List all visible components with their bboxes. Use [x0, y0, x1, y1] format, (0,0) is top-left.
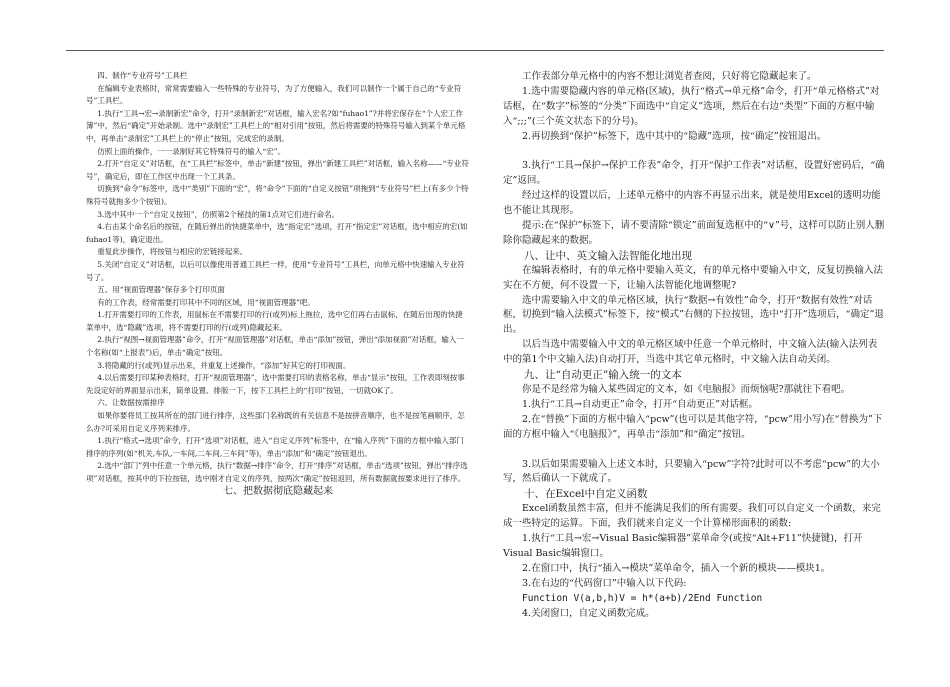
paragraph: 3.执行“工具→保护→保护工作表”命令，打开“保护工作表”对话框，设置好密码后，“确定”返回。 — [503, 160, 885, 187]
section-heading: 七、把数据彻底隐藏起来 — [223, 485, 333, 497]
right-column — [503, 70, 885, 622]
paragraph: 5.关闭“自定义”对话框，以后可以像使用普通工具栏一样，使用“专业符号”工具栏，向单元格中快速输入专业符号了。 — [86, 259, 465, 282]
paragraph: 4.以后需要打印某种表格时，打开“视面管理器”，选中需要打印的表格名称，单击“显示”按钮，工作表即刻按事先设定好的界面显示出来，简单设置、排版一下，按下工具栏上的“打印”按钮，一切就OK了。 — [86, 373, 465, 395]
paragraph: Excel函数虽然丰富，但并不能满足我们的所有需要。我们可以自定义一个函数，来完成一些特定的运算。下面，我们就来自定义一个计算梯形面积的函数: — [503, 503, 881, 530]
paragraph: 以后当选中需要输入中文的单元格区域中任意一个单元格时，中文输入法(输入法列表中的第1个中文输入法)自动打开，当选中其它单元格时，中文输入法自动关闭。 — [503, 339, 878, 366]
section-heading: 九、让“自动更正”输入统一的文本 — [524, 369, 682, 382]
paragraph: 1.执行“工具→宏→Visual Basic编辑器”菜单命令(或按“Alt+F11”快捷键)，打开Visual Basic编辑窗口。 — [503, 533, 863, 559]
section-heading: 四、制作“专业符号”工具栏 — [97, 71, 188, 80]
paragraph: 工作表部分单元格中的内容不想让浏览者查阅，只好将它隐藏起来了。 — [522, 71, 817, 82]
paragraph: 3.将隐藏的行(或列)显示出来，并重复上述操作，“添加”好其它的打印视面。 — [97, 360, 351, 370]
left-column — [86, 70, 470, 498]
paragraph: 切换到“命令”标签中，选中“类别”下面的“宏”，将“命令”下面的“自定义按钮”项拖到“专业符号”栏上(有多少个特殊符号就拖多少个按钮)。 — [86, 184, 469, 206]
paragraph: 在编辑专业表格时，常常需要输入一些特殊的专业符号，为了方便输入，我们可以制作一个属于自己的“专业符号”工具栏。 — [86, 83, 462, 106]
paragraph: 3.选中其中一个“自定义按钮”，仿照第2个秘技的第1点对它们进行命名。 — [97, 209, 340, 219]
paragraph: 2.在窗口中，执行“插入→模块”菜单命令，插入一个新的模块——模块1。 — [522, 562, 831, 574]
paragraph: 重复此步操作，将按钮与相应的宏链接起来。 — [97, 247, 248, 257]
section-heading: 五、用“视面管理器”保存多个打印页面 — [97, 285, 225, 295]
paragraph: 3.以后如果需要输入上述文本时，只要输入“pcw”字符?此时可以不考虑“pcw”的大小写，然后确认一下就成了。 — [503, 458, 880, 485]
blank-line — [503, 145, 885, 160]
header-rule — [66, 50, 884, 51]
blank-line — [503, 443, 885, 458]
section-heading: 十、在Excel中自定义函数 — [524, 488, 648, 501]
paragraph: 经过这样的设置以后，上述单元格中的内容不再显示出来，就是使用Excel的透明功能也不能让其现形。 — [503, 190, 881, 217]
paragraph: 4.关闭窗口，自定义函数完成。 — [522, 607, 655, 619]
paragraph: Function V(a,b,h)V = h*(a+b)/2End Function — [522, 592, 763, 604]
paragraph: 2.执行“视图→视面管理器”命令，打开“视面管理器”对话框，单击“添加”按钮，弹出“添加视面”对话框，输入一个名称(如“上报表”)后，单击“确定”按钮。 — [86, 335, 464, 358]
paragraph: 2.在“替换”下面的方框中输入“pcw”(也可以是其他字符，“pcw”用小写)在“替换为”下面的方框中输入“《电脑报》”，再单击“添加”和“确定”按钮。 — [503, 413, 883, 440]
paragraph: 1.执行“格式→选项”命令，打开“选项”对话框，进入“自定义序列”标签中，在“输入序列”下面的方框中输入部门排序的序列(如“机关,车队,一车间,二车间,三车间”等)，单击“添加”和“确定”按钮退出。 — [86, 436, 464, 458]
paragraph: 1.选中需要隐藏内容的单元格(区域)，执行“格式→单元格”命令，打开“单元格格式”对话框，在“数字”标签的“分类”下面选中“自定义”选项，然后在右边“类型”下面的方框中输入“;;;”(三个英文状态下的分号)。 — [503, 85, 880, 127]
paragraph: 有的工作表，经常需要打印其中不同的区域，用“视面管理器”吧。 — [97, 297, 315, 307]
paragraph: 仿照上面的操作，一一录制好其它特殊符号的输入“宏”。 — [97, 146, 285, 156]
section-heading: 六、让数据按需排序 — [97, 398, 165, 408]
paragraph: 1.打开需要打印的工作表，用鼠标在不需要打印的行(或列)标上拖拉，选中它们再右击鼠标，在随后出现的快捷菜单中，选“隐藏”选项，将不需要打印的行(或列)隐藏起来。 — [86, 310, 463, 332]
paragraph: 2.选中“部门”列中任意一个单元格，执行“数据→排序”命令，打开“排序”对话框，单击“选项”按钮，弹出“排序选项”对话框，按其中的下拉按钮，选中刚才自定义的序列，按两次“确定”按钮返回，所有数据就按要求进行了排序。 — [86, 461, 468, 483]
paragraph: 4.右击某个命名后的按钮，在随后弹出的快捷菜单中，选“指定宏”选项，打开“指定宏”对话框，选中相应的宏(如fuhao1等)，确定退出。 — [86, 222, 468, 244]
paragraph: 2.打开“自定义”对话框，在“工具栏”标签中，单击“新建”按钮，弹出“新建工具栏”对话框，输入名称——“专业符号”，确定后，即在工作区中出现一个工具条。 — [86, 159, 469, 181]
paragraph: 你是不是经常为输入某些固定的文本，如《电脑报》而烦恼呢?那就往下看吧。 — [522, 384, 851, 396]
paragraph: 1.执行“工具→自动更正”命令，打开“自动更正”对话框。 — [522, 398, 758, 410]
paragraph: 1.执行“工具→宏→录制新宏”命令，打开“录制新宏”对话框，输入宏名?如“fuhao1”?并将宏保存在“个人宏工作簿”中，然后“确定”开始录制。选中“录制宏”工具栏上的“相对引用”按钮，然后将需要的特殊符号输入到某个单元格中，再单击“录制宏”工具栏上的“停止”按钮，完成宏的录制。 — [86, 108, 466, 143]
paragraph: 3.在右边的“代码窗口”中输入以下代码: — [522, 577, 687, 589]
paragraph: 提示:在“保护”标签下，请不要清除“锁定”前面复选框中的“∨”号，这样可以防止别人删除你隐藏起来的数据。 — [503, 220, 885, 246]
paragraph: 在编辑表格时，有的单元格中要输入英文，有的单元格中要输入中文，反复切换输入法实在不方便，何不设置一下，让输入法智能化地调整呢? — [503, 264, 884, 291]
paragraph: 选中需要输入中文的单元格区域，执行“数据→有效性”命令，打开“数据有效性”对话框，切换到“输入法模式”标签下，按“模式”右侧的下拉按钮，选中“打开”选项后，“确定”退出。 — [503, 294, 884, 336]
section-heading: 八、让中、英文输入法智能化地出现 — [524, 249, 692, 262]
paragraph: 2.再切换到“保护”标签下，选中其中的“隐藏”选项，按“确定”按钮退出。 — [522, 130, 827, 142]
paragraph: 如果你要将员工按其所在的部门进行排序，这些部门名称既的有关信息不是按拼音顺序，也不是按笔画顺序，怎么办?可采用自定义序列来排序。 — [86, 411, 465, 433]
